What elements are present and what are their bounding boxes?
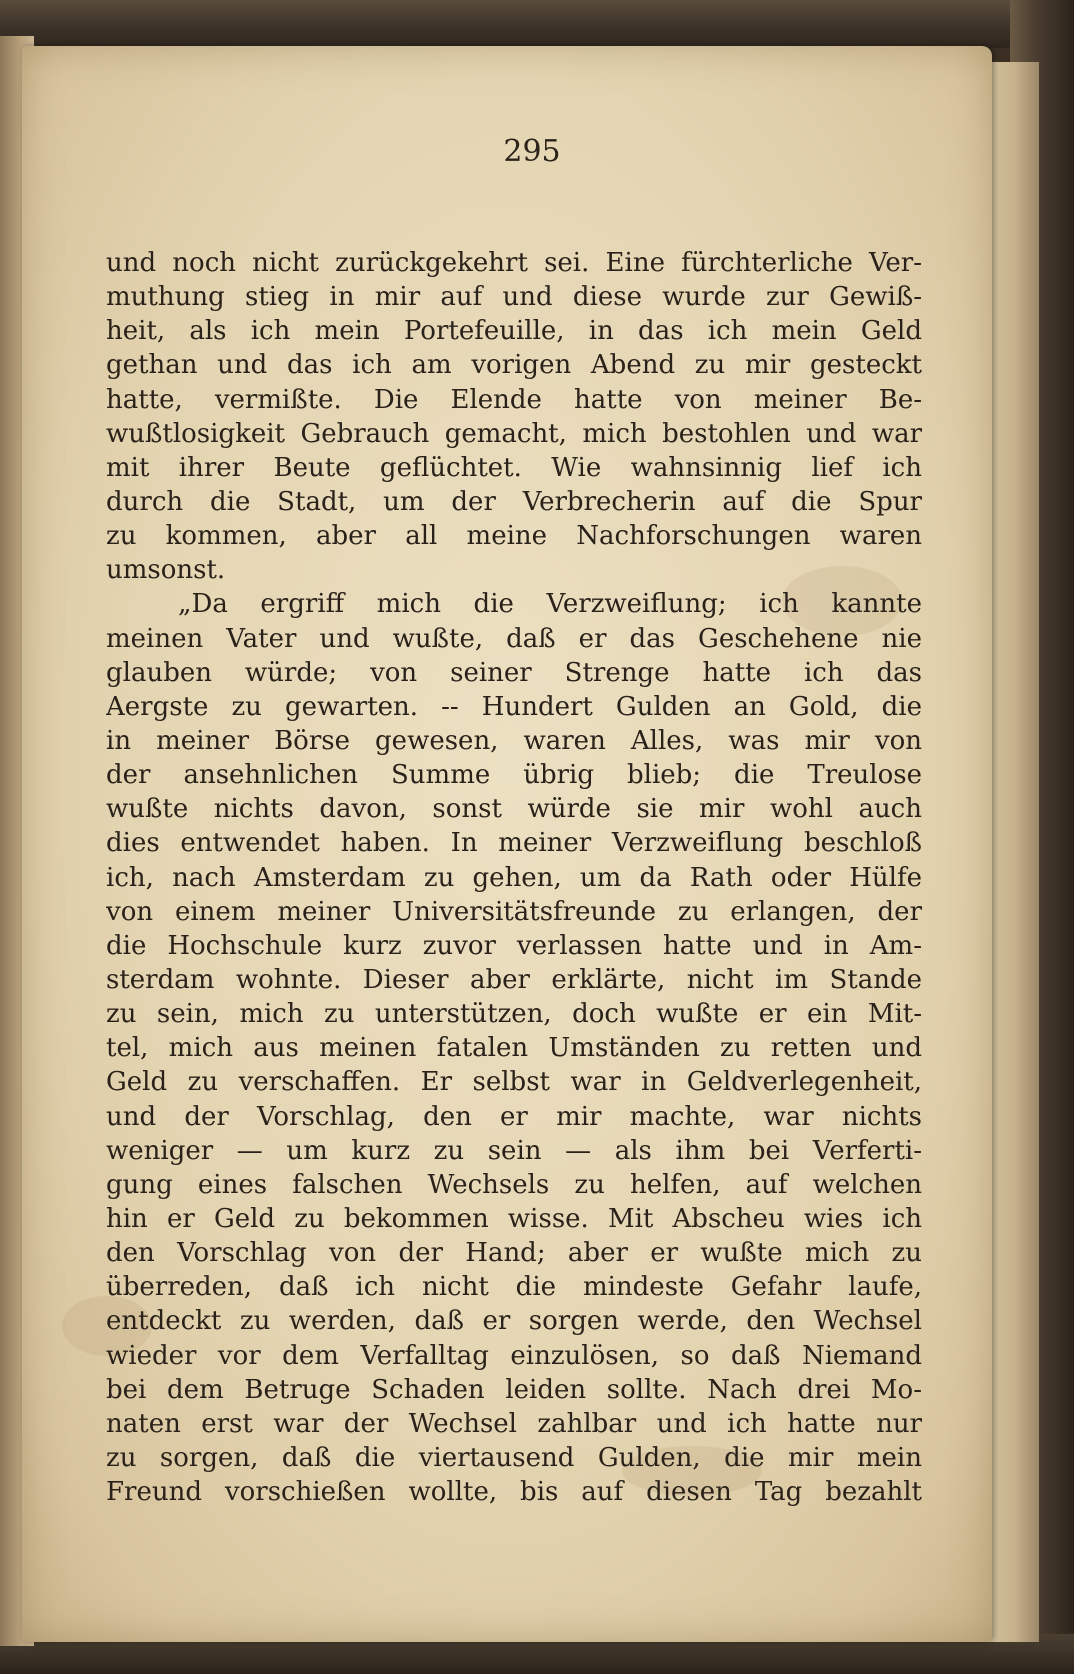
text-line: der ansehnlichen Summe übrig blieb; die Treulose	[106, 760, 922, 791]
text-line: „Da ergriff mich die Verzweiflung; ich kannte	[178, 589, 922, 620]
text-line: zu sein, mich zu unterstützen, doch wußte er ein Mit-	[106, 999, 922, 1030]
text-line: Aergste zu gewarten. -- Hundert Gulden an Gold, die	[106, 691, 922, 722]
text-line: hin er Geld zu bekommen wisse. Mit Abscheu wies ich	[106, 1203, 922, 1234]
text-line: den Vorschlag von der Hand; aber er wußte mich zu	[106, 1238, 922, 1269]
text-line: dies entwendet haben. In meiner Verzweiflung beschloß	[106, 828, 922, 859]
text-line: gung eines falschen Wechsels zu helfen, auf welchen	[106, 1169, 922, 1200]
text-line: glauben würde; von seiner Strenge hatte ich das	[106, 657, 922, 688]
page-number: 295	[503, 134, 561, 169]
text-line: weniger — um kurz zu sein — als ihm bei Verferti-	[106, 1135, 922, 1166]
text-line: zu kommen, aber all meine Nachforschungen waren	[106, 521, 922, 552]
text-line: wieder vor dem Verfalltag einzulösen, so daß Niemand	[106, 1340, 922, 1371]
book-cover-top	[0, 0, 1074, 48]
text-line: muthung stieg in mir auf und diese wurde zur Gewiß-	[106, 282, 922, 313]
text-line: ich, nach Amsterdam zu gehen, um da Rath oder Hülfe	[106, 862, 922, 893]
text-line: gethan und das ich am vorigen Abend zu mir gesteckt	[106, 350, 922, 381]
text-line: sterdam wohnte. Dieser aber erklärte, nicht im Stande	[106, 964, 922, 995]
text-line: tel, mich aus meinen fatalen Umständen zu retten und	[106, 1033, 922, 1064]
text-line: in meiner Börse gewesen, waren Alles, was mir von	[106, 725, 922, 756]
text-line: und der Vorschlag, den er mir machte, war nichts	[106, 1101, 922, 1132]
text-line: heit, als ich mein Portefeuille, in das ich mein Geld	[106, 316, 922, 347]
text-line: wußte nichts davon, sonst würde sie mir wohl auch	[106, 794, 922, 825]
text-line: und noch nicht zurückgekehrt sei. Eine fürchterliche Ver-	[106, 248, 922, 278]
text-line: Geld zu verschaffen. Er selbst war in Geldverlegenheit,	[106, 1067, 922, 1098]
text-line: mit ihrer Beute geflüchtet. Wie wahnsinnig lief ich	[106, 452, 922, 483]
text-line: von einem meiner Universitätsfreunde zu erlangen, der	[106, 896, 922, 927]
text-line: die Hochschule kurz zuvor verlassen hatte und in Am-	[106, 930, 922, 961]
text-line: Freund vorschießen wollte, bis auf diesen Tag bezahlt	[106, 1477, 922, 1508]
text-line: überreden, daß ich nicht die mindeste Gefahr laufe,	[106, 1272, 922, 1303]
page-text	[106, 246, 922, 1509]
text-line: hatte, vermißte. Die Elende hatte von meiner Be-	[106, 384, 922, 415]
text-line: umsonst.	[106, 555, 226, 586]
text-line: entdeckt zu werden, daß er sorgen werde, den Wechsel	[106, 1306, 922, 1337]
text-line: naten erst war der Wechsel zahlbar und ich hatte nur	[106, 1408, 922, 1439]
book-page	[22, 46, 992, 1642]
text-line: zu sorgen, daß die viertausend Gulden, die mir mein	[106, 1442, 922, 1473]
text-line: wußtlosigkeit Gebrauch gemacht, mich bestohlen und war	[106, 418, 922, 449]
text-line: durch die Stadt, um der Verbrecherin auf die Spur	[106, 486, 922, 517]
text-line: meinen Vater und wußte, daß er das Geschehene nie	[106, 623, 922, 654]
text-line: bei dem Betruge Schaden leiden sollte. Nach drei Mo-	[106, 1374, 922, 1405]
